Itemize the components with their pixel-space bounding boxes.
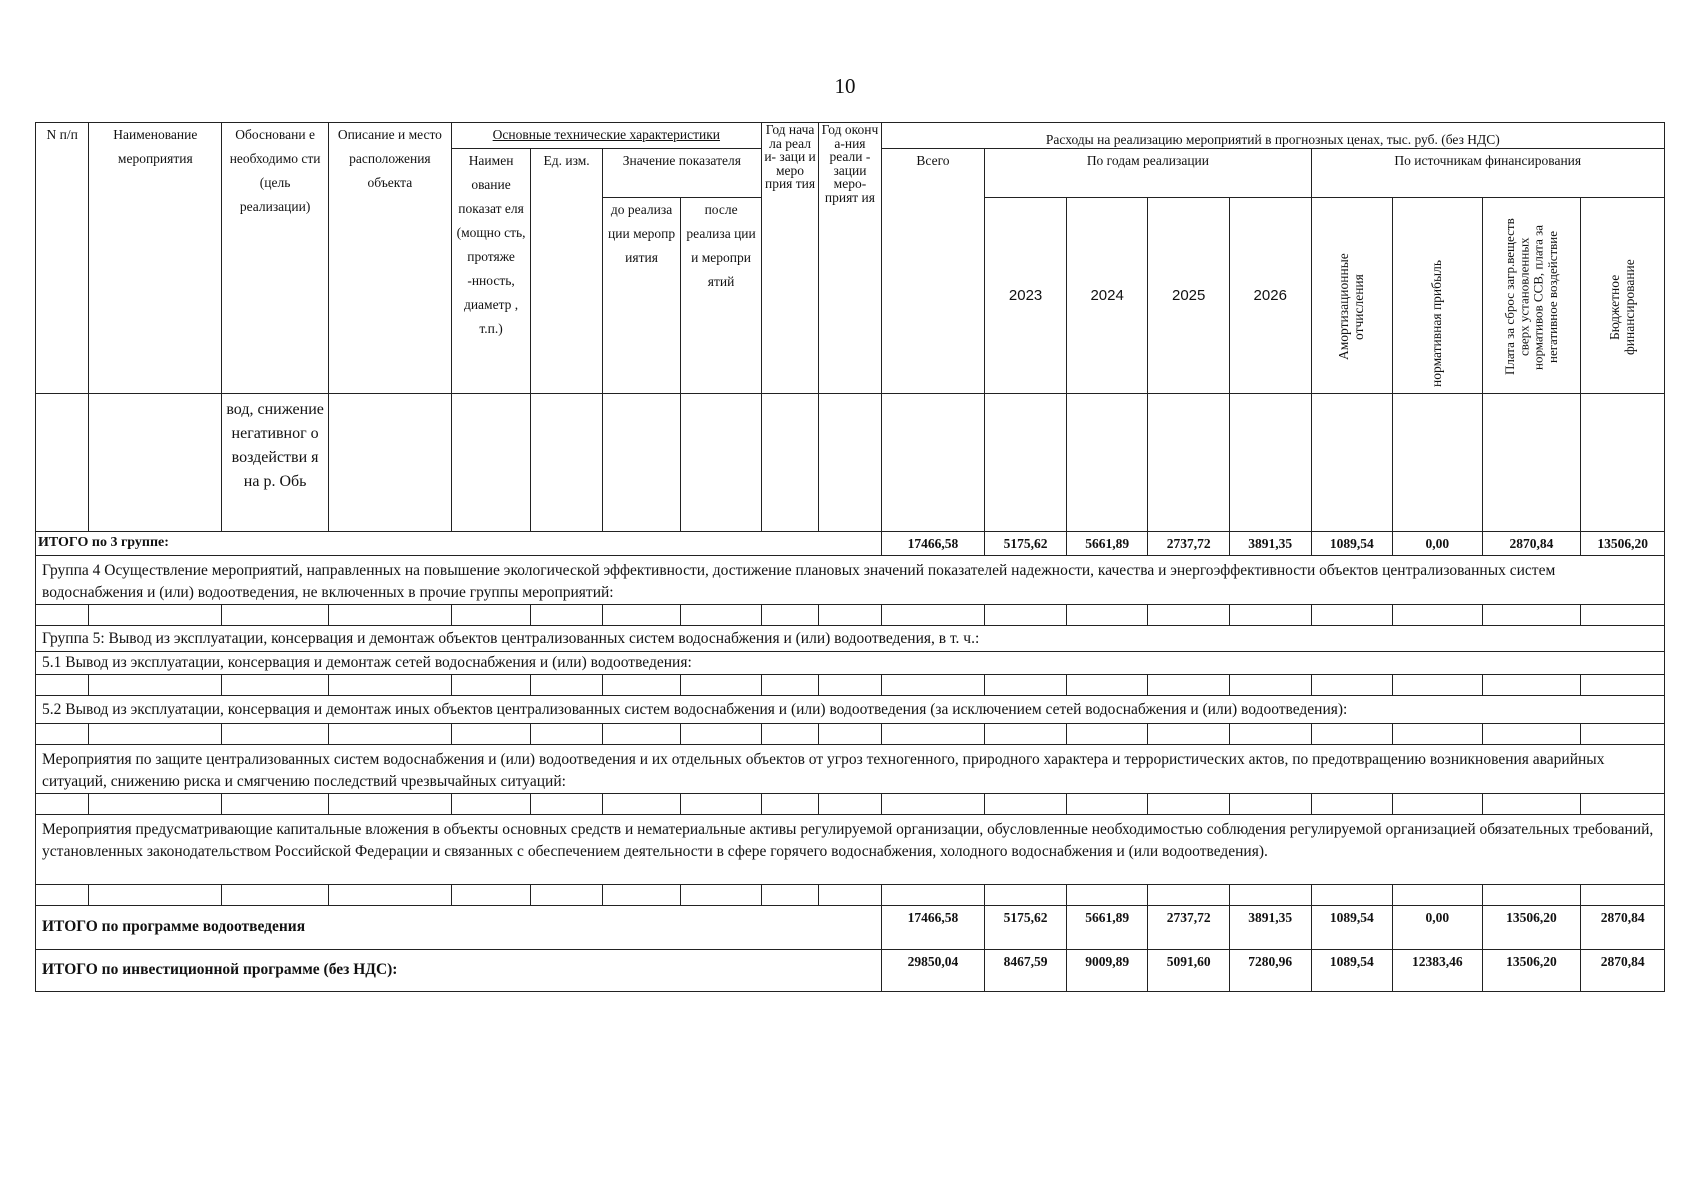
investment-total-value: 13506,20	[1482, 950, 1581, 992]
group3-total-value: 3891,35	[1229, 532, 1311, 556]
investment-total-value: 8467,59	[985, 950, 1067, 992]
header-description: Описание и место расположения объекта	[328, 123, 451, 394]
header-costs-group: Расходы на реализацию мероприятий в прогнозных ценах, тыс. руб. (без НДС)	[881, 123, 1664, 149]
continuation-text: вод, снижение негативног о воздействи я на р. Обь	[222, 394, 329, 532]
header-unit: Ед. изм.	[531, 149, 602, 394]
group3-total-value: 5661,89	[1066, 532, 1148, 556]
header-by-sources: По источникам финансирования	[1311, 149, 1664, 198]
program-total-value: 13506,20	[1482, 906, 1581, 950]
program-total-value: 2870,84	[1581, 906, 1665, 950]
empty-row	[36, 724, 1665, 745]
page-number: 10	[834, 74, 856, 98]
empty-row	[36, 675, 1665, 696]
investment-total-value: 7280,96	[1229, 950, 1311, 992]
empty-row	[36, 885, 1665, 906]
program-total-label: ИТОГО по программе водоотведения	[36, 906, 882, 950]
program-total-value: 3891,35	[1229, 906, 1311, 950]
group3-total-value: 1089,54	[1311, 532, 1393, 556]
header-year-2025: 2025	[1148, 198, 1230, 394]
investment-total-value: 1089,54	[1311, 950, 1393, 992]
header-year-2023: 2023	[985, 198, 1067, 394]
program-total-value: 2737,72	[1148, 906, 1230, 950]
header-year-2026: 2026	[1229, 198, 1311, 394]
header-source-amortization: Амортизационные отчисления	[1311, 198, 1393, 394]
header-source-budget: Бюджетное финансирование	[1581, 198, 1665, 394]
header-total: Всего	[881, 149, 985, 394]
section-group-5: Группа 5: Вывод из эксплуатации, консервация и демонтаж объектов централизованных систем водоснабжения и (или) водоотведения, в т. ч.:	[36, 626, 1665, 652]
header-indicator-name: Наимен ование показат еля (мощно сть, протяже -нность, диаметр , т.п.)	[451, 149, 531, 394]
header-num: N п/п	[36, 123, 89, 394]
investment-total-label: ИТОГО по инвестиционной программе (без НДС):	[36, 950, 882, 992]
program-total-value: 5661,89	[1066, 906, 1148, 950]
section-group-4: Группа 4 Осуществление мероприятий, направленных на повышение экологической эффективности, достижение плановых значений показателей надежности, качества и энергоэффективности объектов централизованных систем водоснабжения и (или) водоотведения, не включенных в прочие группы мероприятий:	[36, 556, 1665, 605]
program-total-value: 0,00	[1393, 906, 1483, 950]
program-total-value: 17466,58	[881, 906, 985, 950]
group3-total-value: 5175,62	[985, 532, 1067, 556]
header-source-fee: Плата за сброс загр.веществ сверх установленных нормативов ССВ, плата за негативное воздействие	[1482, 198, 1581, 394]
header-source-profit: нормативная прибыль	[1393, 198, 1483, 394]
section-group-5-1: 5.1 Вывод из эксплуатации, консервация и демонтаж сетей водоснабжения и (или) водоотведения:	[36, 652, 1665, 675]
investment-program-table	[35, 122, 1665, 992]
investment-total-value: 5091,60	[1148, 950, 1230, 992]
program-total-value: 1089,54	[1311, 906, 1393, 950]
header-before: до реализа ции меропр иятия	[602, 198, 681, 394]
section-group-5-2: 5.2 Вывод из эксплуатации, консервация и демонтаж иных объектов централизованных систем водоснабжения и (или) водоотведения (за исключением сетей водоснабжения и (или) водоотведения):	[36, 696, 1665, 724]
program-total-value: 5175,62	[985, 906, 1067, 950]
header-value-group: Значение показателя	[602, 149, 761, 198]
header-by-years: По годам реализации	[985, 149, 1311, 198]
investment-total-row	[36, 950, 1665, 992]
empty-row	[36, 794, 1665, 815]
header-name: Наименование мероприятия	[89, 123, 222, 394]
investment-total-value: 2870,84	[1581, 950, 1665, 992]
header-start-year: Год нача ла реал и- заци и меро прия тия	[761, 123, 818, 394]
section-protection: Мероприятия по защите централизованных систем водоснабжения и (или) водоотведения и их отдельных объектов от угроз техногенного, природного характера и террористических актов, по предотвращению возникновения аварийных ситуаций, снижению риска и смягчению последствий чрезвычайных ситуаций:	[36, 745, 1665, 794]
investment-total-value: 12383,46	[1393, 950, 1483, 992]
group3-total-value: 2870,84	[1482, 532, 1581, 556]
group3-total-value: 13506,20	[1581, 532, 1665, 556]
program-total-row	[36, 906, 1665, 950]
empty-row	[36, 605, 1665, 626]
group3-total-value: 0,00	[1393, 532, 1483, 556]
header-tech-group: Основные технические характеристики	[451, 123, 761, 149]
group3-total-value: 2737,72	[1148, 532, 1230, 556]
section-capital: Мероприятия предусматривающие капитальные вложения в объекты основных средств и нематериальные активы регулируемой организации, обусловленные необходимостью соблюдения регулируемой организацией обязательных требований, установленных законодательством Российской Федерации и связанных с обеспечением деятельности в сфере горячего водоснабжения, холодного водоснабжения и (или водоотведения).	[36, 815, 1665, 885]
continuation-row	[36, 394, 1665, 532]
header-justification: Обосновани е необходимо сти (цель реализации)	[222, 123, 329, 394]
group3-total-label: ИТОГО по 3 группе:	[36, 532, 882, 556]
header-year-2024: 2024	[1066, 198, 1148, 394]
header-after: после реализа ции и меропри ятий	[681, 198, 762, 394]
investment-total-value: 29850,04	[881, 950, 985, 992]
group3-total-row	[36, 532, 1665, 556]
header-end-year: Год оконч а-ния реали - зации меро- прият ия	[819, 123, 881, 394]
group3-total-value: 17466,58	[881, 532, 985, 556]
investment-total-value: 9009,89	[1066, 950, 1148, 992]
